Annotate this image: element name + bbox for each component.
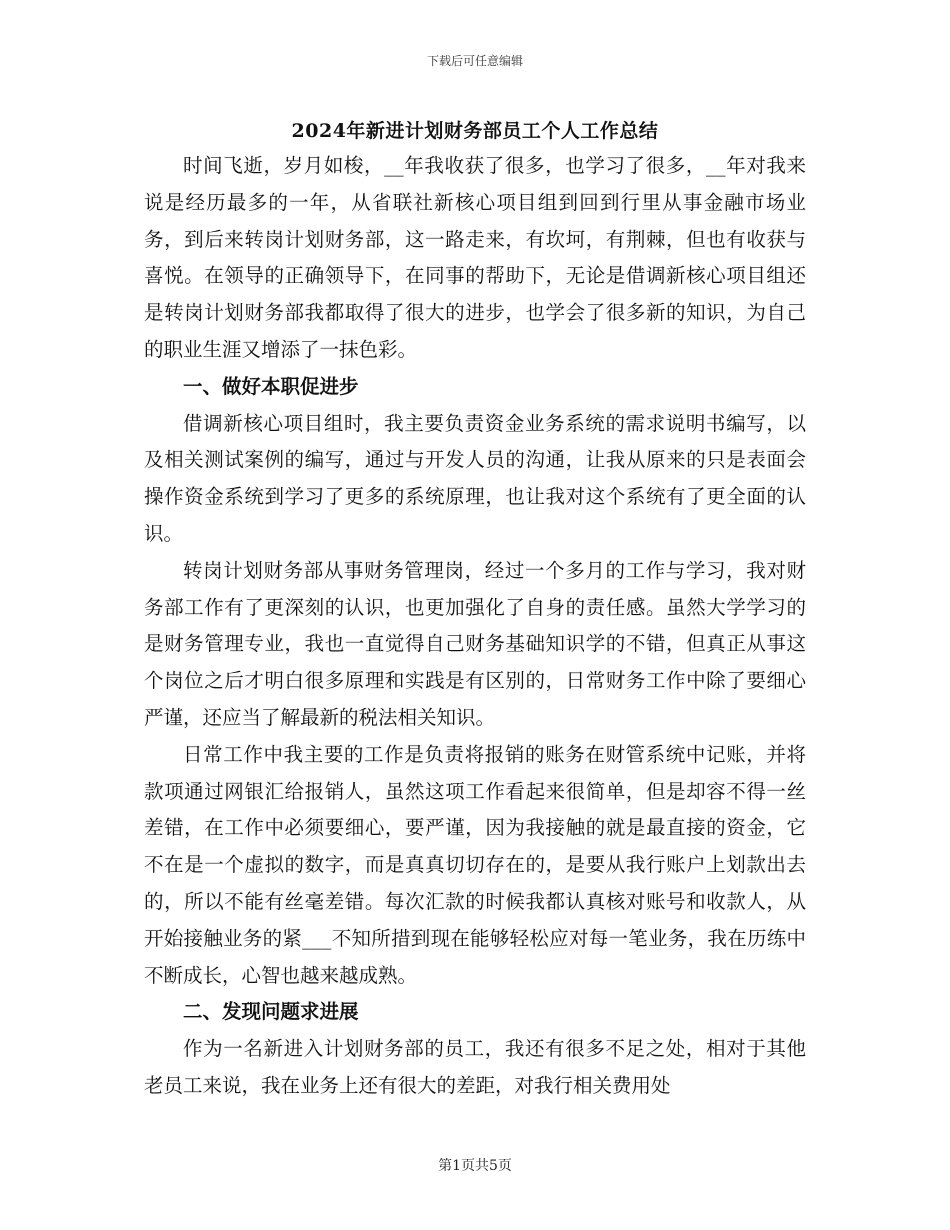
intro-paragraph: 时间飞逝，岁月如梭，__年我收获了很多，也学习了很多，__年对我来说是经历最多的一年，从省联社新核心项目组到回到行里从事金融市场业务，到后来转岗计划财务部，这一路走来，有坎坷，有荆棘，但也有收获与喜悦。在领导的正确领导下，在同事的帮助下，无论是借调新核心项目组还是转岗计划财务部我都取得了很大的进步，也学会了很多新的知识，为自己的职业生涯又增添了一抹色彩。 — [144, 154, 806, 361]
section-1-paragraph-1: 借调新核心项目组时，我主要负责资金业务系统的需求说明书编写，以及相关测试案例的编写，通过与开发人员的沟通，让我从原来的只是表面会操作资金系统到学习了更多的系统原理，也让我对这个系统有了更全面的认识。 — [144, 411, 806, 545]
section-2-paragraph-1: 作为一名新进入计划财务部的员工，我还有很多不足之处，相对于其他老员工来说，我在业务上还有很大的差距，对我行相关费用处 — [144, 1037, 806, 1097]
document-body — [144, 148, 806, 1105]
section-1-paragraph-2: 转岗计划财务部从事财务管理岗，经过一个多月的工作与学习，我对财务部工作有了更深刻的认识，也更加强化了自身的责任感。虽然大学学习的是财务管理专业，我也一直觉得自己财务基础知识学的不错，但真正从事这个岗位之后才明白很多原理和实践是有区别的，日常财务工作中除了要细心严谨，还应当了解最新的税法相关知识。 — [144, 558, 806, 729]
section-1-paragraph-3: 日常工作中我主要的工作是负责将报销的账务在财管系统中记账，并将款项通过网银汇给报销人，虽然这项工作看起来很简单，但是却容不得一丝差错，在工作中必须要细心，要严谨，因为我接触的就是最直接的资金，它不在是一个虚拟的数字，而是真真切切存在的，是要从我行账户上划款出去的，所以不能有丝毫差错。每次汇款的时候我都认真核对账号和收款人，从开始接触业务的紧___不知所措到现在能够轻松应对每一笔业务，我在历练中不断成长，心智也越来越成熟。 — [144, 742, 806, 987]
section-heading-1: 一、做好本职促进步 — [183, 374, 359, 398]
section-heading-2: 二、发现问题求进展 — [183, 1000, 359, 1024]
header-note: 下载后可任意编辑 — [426, 54, 523, 68]
page-number: 第1页共5页 — [438, 1158, 512, 1174]
document-title: 2024年新进计划财务部员工个人工作总结 — [291, 120, 659, 142]
